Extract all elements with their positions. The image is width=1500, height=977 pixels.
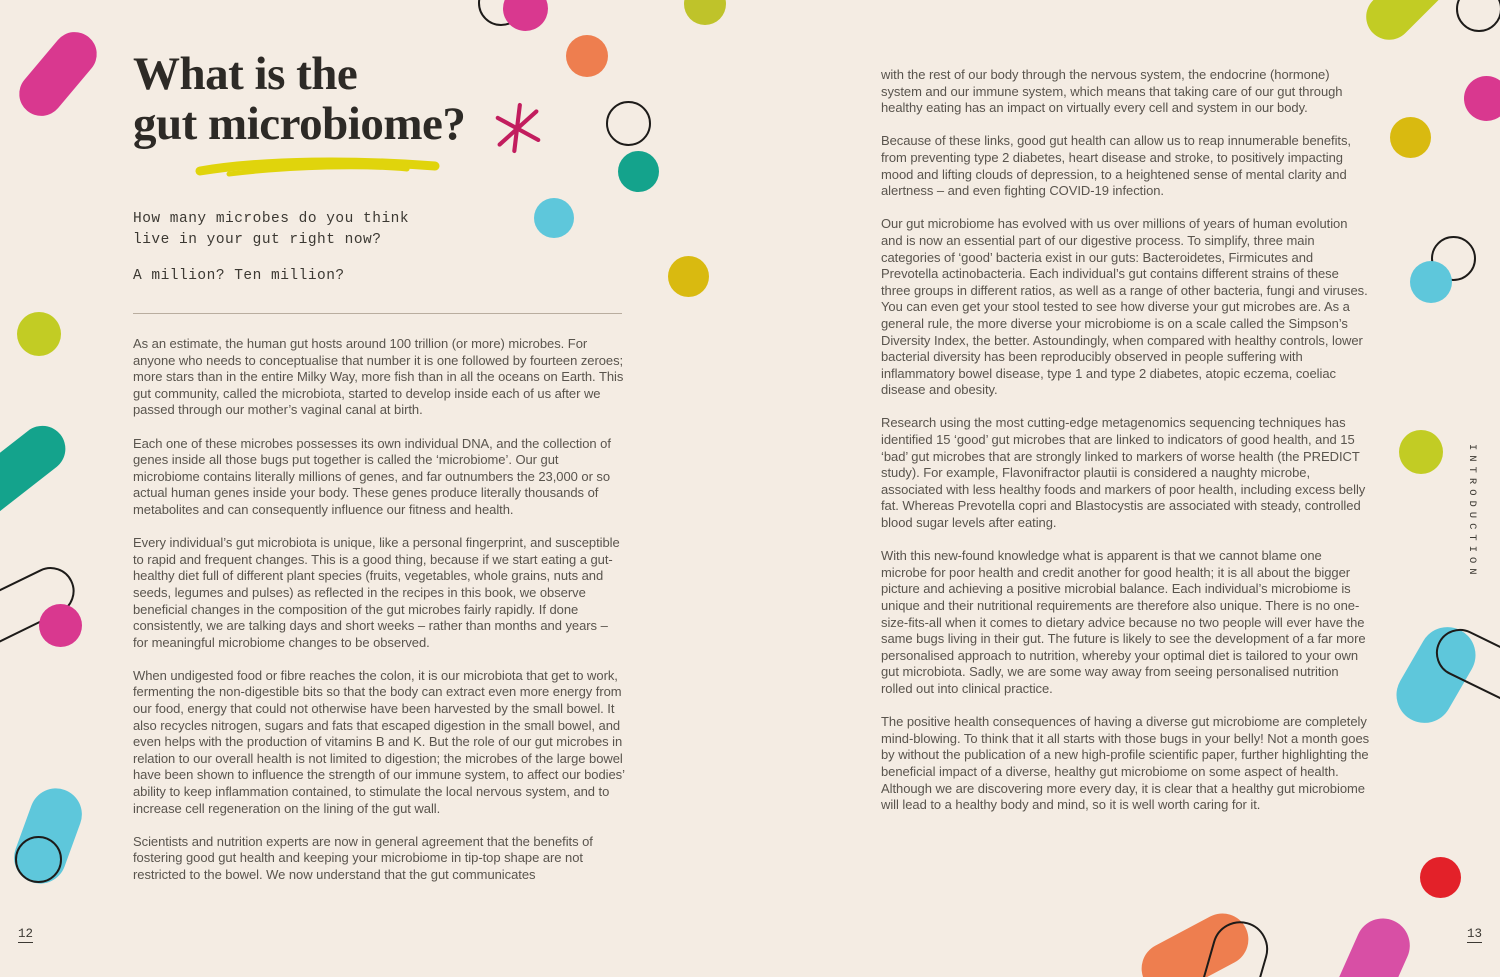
decor-circle-magenta-icon [1464,76,1500,121]
question-1-line1: How many microbes do you think [133,211,410,227]
decor-circle-sky-icon [1410,261,1452,303]
decor-pill-teal-icon [0,417,75,526]
decor-circle-lime-icon [1399,430,1443,474]
body-paragraph: Scientists and nutrition experts are now in general agreement that the benefits of fostering good gut health and keeping your microbiome in tip-top shape are not restricted to the bowel. We now understand that the gut communicates [133,833,593,882]
question-2: A million? Ten million? [133,268,345,284]
page-title [133,50,673,150]
decor-circle-lime-icon [17,312,61,356]
page-title-line1: What is the [133,48,358,100]
body-paragraph: Each one of these microbes possesses its own individual DNA, and the collection of genes inside all those bugs put together is called the ‘microbiome’. Our gut microbiome contains literally millions of genes, and far outnumbers the 23,000 or so actual human genes inside your body. These genes produce literally thousands of metabolites and can consequently influence our fitness and health. [133,435,611,517]
body-paragraph: Because of these links, good gut health can allow us to reap innumerable benefits, from preventing type 2 diabetes, heart disease and stroke, to positively impacting mood and lifting clouds of depression, to a heightened sense of mental clarity and alertness – and even fighting COVID-19 infection. [881,133,1351,199]
decor-pill-pink-icon [1324,910,1419,977]
decor-circle-teal-icon [618,151,659,192]
section-divider [133,313,622,314]
body-paragraph: With this new-found knowledge what is apparent is that we cannot blame one microbe for poor health and credit another for good health; it is all about the bigger picture and achieving a positive microbial balance. Each individual’s microbiome is unique and their nutritional requirements are therefore also unique. There is no one-size-fits-all when it comes to dietary advice because no two people will ever have the same bugs living in their gut. The future is likely to see the development of a far more personalised approach to nutrition, whereby your optimal diet is tailored to your own gut microbiota. Sadly, we are some way away from seeing personalised nutrition rolled out into clinical practice. [881,548,1366,696]
question-1 [133,209,409,251]
decor-circle-sky-icon [534,198,574,238]
right-page-body [881,67,1371,830]
highlight-underline-icon [195,156,441,180]
asterisk-mark-icon [495,100,541,156]
body-paragraph: Every individual’s gut microbiota is unique, like a personal fingerprint, and susceptible to rapid and frequent changes. This is a good thing, because if we start eating a gut-healthy diet full of different plant species (fruits, vegetables, whole grains, nuts and seeds, legumes and pulses) as reflected in the recipes in this book, we observe beneficial changes in the composition of the gut microbes fairly rapidly. If done consistently, we are talking days and short weeks – rather than months and years – for meaningful microbiome changes to be observed. [133,535,620,650]
body-paragraph: Our gut microbiome has evolved with us over millions of years of human evolution and is now an essential part of our digestive process. To simplify, three main categories of ‘good’ bacteria exist in our guts: Bacteroidetes, Firmicutes and Prevotella actinobacteria. Each individual’s gut contains different strains of these three groups in different ratios, as well as a range of other bacteria, fungi and viruses. You can even get your stool tested to see how diverse your gut microbes are. As a general rule, the more diverse your microbiome is on a scale called the Simpson’s Diversity Index, the better. Astoundingly, when compared with healthy controls, lower bacterial diversity has been reproducibly observed in people suffering with inflammatory bowel disease, type 1 and type 2 diabetes, atopic eczema, coeliac disease and obesity. [881,216,1368,398]
decor-circle-yellow-icon [668,256,709,297]
decor-pill-magenta-icon [10,23,105,125]
page-number-left: 12 [18,927,34,941]
decor-circle-outline-icon [15,836,62,883]
decor-circle-olive-icon [684,0,726,25]
body-paragraph: with the rest of our body through the nervous system, the endocrine (hormone) system and our immune system, which means that taking care of our gut through healthy eating has an impact on virtually every cell and system in our body. [881,67,1343,116]
decor-circle-red-icon [1420,857,1461,898]
left-page-body [133,336,625,900]
intro-questions [133,209,409,287]
decor-circle-magenta-icon [39,604,82,647]
decor-circle-yellow-icon [1390,117,1431,158]
decor-circle-magenta-icon [503,0,548,31]
body-paragraph: When undigested food or fibre reaches the colon, it is our microbiota that get to work, fermenting the non-digestible bits so that the body can extract even more energy from our food, energy that could not otherwise have been harvested by the small bowel. It also recycles nitrogen, sugars and fats that escaped digestion in the small bowel, and even helps with the production of vitamins B and K. But the role of our gut microbes in relation to our overall health is not limited to digestion; the microbes of the large bowel have been shown to influence the strength of our immune system, to affect our bodies’ ability to keep inflammation contained, to stimulate the local nervous system, and to increase cell regeneration on the lining of the gut wall. [133,667,625,816]
decor-circle-outline-icon [1456,0,1500,32]
body-paragraph: Research using the most cutting-edge metagenomics sequencing techniques has identified 15 ‘good’ gut microbes that are linked to indicators of good health, and 15 ‘bad’ gut microbes that are strongly linked to markers of worse health (the PREDICT study). For example, Flavonifractor plautii is considered a naughty microbe, associated with less healthy foods and markers of poor health, including excess belly fat. Whereas Prevotella copri and Blastocystis are associated with steady, controlled blood sugar levels after eating. [881,415,1366,531]
page-title-line2: gut microbiome? [133,97,466,150]
question-1-line2: live in your gut right now? [133,232,382,248]
decor-pill-lime-icon [1357,0,1462,49]
page-number-right: 13 [1466,927,1482,941]
body-paragraph: The positive health consequences of having a diverse gut microbiome are completely mind-blowing. To think that it all starts with those bugs in your belly! Not a month goes by without the publication of a new high-profile scientific paper, further highlighting the beneficial impact of a diverse, healthy gut microbiome on some aspect of health. Although we are discovering more every day, it is clear that a healthy gut microbiome will lead to a healthy body and mind, so it is well worth caring for it. [881,714,1370,813]
body-paragraph: As an estimate, the human gut hosts around 100 trillion (or more) microbes. For anyone who needs to conceptualise that number it is one followed by fourteen zeroes; more stars than in the entire Milky Way, more fish than in all the oceans on Earth. This gut community, called the microbiota, started to develop inside each of us after we passed through our mother’s vaginal canal at birth. [133,336,624,418]
chapter-edge-label: INTRODUCTION [1466,444,1478,580]
